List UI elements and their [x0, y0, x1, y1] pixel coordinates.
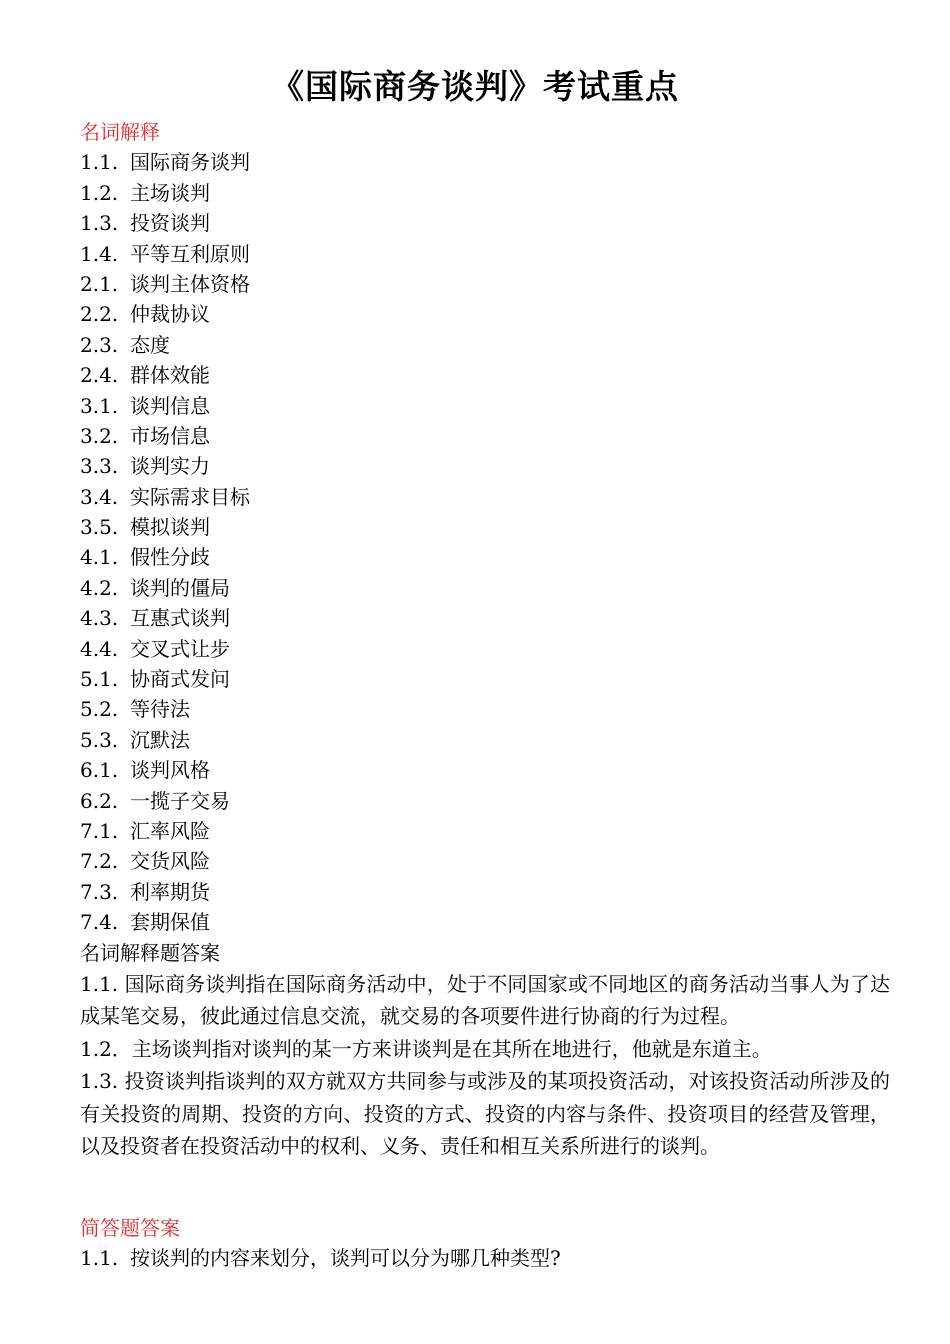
term-item-text: 态度: [130, 332, 170, 357]
term-item-number: 2.2.: [80, 302, 119, 327]
term-item: [80, 391, 890, 421]
term-item: [80, 299, 890, 329]
term-item-text: 投资谈判: [130, 211, 210, 236]
term-item-number: 2.4.: [80, 363, 119, 388]
term-item: [80, 877, 890, 907]
term-item-number: 5.2.: [80, 697, 119, 722]
short-answer-item-number: 1.1.: [80, 1246, 119, 1271]
term-item-number: 4.4.: [80, 636, 119, 661]
term-item-number: 1.1.: [80, 150, 119, 175]
term-item-text: 谈判风格: [130, 758, 210, 783]
term-item: [80, 147, 890, 177]
term-item-number: 1.2.: [80, 180, 119, 205]
short-answer-list: [80, 1243, 890, 1273]
section-heading-terms: 名词解释: [80, 120, 160, 144]
term-item: [80, 634, 890, 664]
term-item-number: 7.4.: [80, 910, 119, 935]
term-item-text: 沉默法: [130, 727, 190, 752]
term-item-text: 模拟谈判: [130, 515, 210, 540]
term-item-text: 群体效能: [130, 363, 210, 388]
term-item-number: 7.2.: [80, 849, 119, 874]
term-item: [80, 482, 890, 512]
term-item-text: 国际商务谈判: [130, 150, 250, 175]
term-item-number: 6.1.: [80, 758, 119, 783]
term-item-text: 谈判主体资格: [130, 271, 250, 296]
term-item: [80, 269, 890, 299]
term-item-text: 谈判的僵局: [130, 575, 230, 600]
term-item: [80, 907, 890, 937]
term-item: [80, 512, 890, 542]
term-item: [80, 178, 890, 208]
term-item-text: 利率期货: [130, 879, 210, 904]
term-item-number: 3.2.: [80, 423, 119, 448]
term-item: [80, 603, 890, 633]
spacer: [80, 1163, 890, 1213]
term-item: [80, 451, 890, 481]
short-answer-item-text: 按谈判的内容来划分，谈判可以分为哪几种类型?: [130, 1246, 561, 1271]
term-item: [80, 239, 890, 269]
term-item-number: 5.1.: [80, 667, 119, 692]
term-item-text: 交叉式让步: [130, 636, 230, 661]
term-item-number: 7.1.: [80, 818, 119, 843]
term-item-text: 假性分歧: [130, 545, 210, 570]
term-item-text: 平等互利原则: [130, 241, 250, 266]
term-item-text: 主场谈判: [130, 180, 210, 205]
answers-list: [80, 968, 890, 1163]
term-item: [80, 816, 890, 846]
terms-list: [80, 147, 890, 937]
term-item-text: 交货风险: [130, 849, 210, 874]
term-item-number: 1.3.: [80, 211, 119, 236]
term-item-text: 一揽子交易: [130, 788, 230, 813]
term-item: [80, 421, 890, 451]
term-item-number: 4.1.: [80, 545, 119, 570]
term-item-text: 协商式发问: [130, 667, 230, 692]
term-item: [80, 725, 890, 755]
term-item: [80, 846, 890, 876]
term-item-number: 3.5.: [80, 515, 119, 540]
term-item: [80, 208, 890, 238]
term-item-number: 2.3.: [80, 332, 119, 357]
term-item: [80, 330, 890, 360]
term-item-text: 谈判信息: [130, 393, 210, 418]
section-heading-answers: 名词解释题答案: [80, 940, 220, 965]
term-item-text: 等待法: [130, 697, 190, 722]
term-item-number: 3.1.: [80, 393, 119, 418]
term-item: [80, 360, 890, 390]
term-item: [80, 573, 890, 603]
term-item-number: 3.4.: [80, 484, 119, 509]
answer-paragraph: 1.2．主场谈判指对谈判的某一方来讲谈判是在其所在地进行，他就是东道主。: [80, 1036, 772, 1061]
term-item: [80, 542, 890, 572]
term-item-number: 3.3.: [80, 454, 119, 479]
term-item-number: 5.3.: [80, 727, 119, 752]
term-item-text: 套期保值: [130, 910, 210, 935]
document-title: 《国际商务谈判》考试重点: [271, 67, 679, 106]
section-heading-short-answers: 简答题答案: [80, 1215, 180, 1240]
term-item-text: 市场信息: [130, 423, 210, 448]
term-item: [80, 755, 890, 785]
term-item-number: 4.3.: [80, 606, 119, 631]
term-item-text: 谈判实力: [130, 454, 210, 479]
term-item: [80, 694, 890, 724]
term-item-text: 汇率风险: [130, 818, 210, 843]
term-item: [80, 786, 890, 816]
term-item-text: 实际需求目标: [130, 484, 250, 509]
document-body: [80, 117, 890, 1274]
answer-paragraph: 1.3. 投资谈判指谈判的双方就双方共同参与或涉及的某项投资活动，对该投资活动所涉及的有关投资的周期、投资的方向、投资的方式、投资的内容与条件、投资项目的经营及管理，以及投资者在投资活动中的权利、义务、责任和相互关系所进行的谈判。: [80, 1069, 890, 1159]
term-item-number: 2.1.: [80, 271, 119, 296]
term-item: [80, 664, 890, 694]
term-item-text: 仲裁协议: [130, 302, 210, 327]
term-item-number: 1.4.: [80, 241, 119, 266]
term-item-number: 4.2.: [80, 575, 119, 600]
short-answer-item: [80, 1243, 890, 1273]
term-item-number: 7.3.: [80, 879, 119, 904]
term-item-text: 互惠式谈判: [130, 606, 230, 631]
answer-paragraph: 1.1. 国际商务谈判指在国际商务活动中，处于不同国家或不同地区的商务活动当事人为了达成某笔交易，彼此通过信息交流，就交易的各项要件进行协商的行为过程。: [80, 971, 890, 1029]
term-item-number: 6.2.: [80, 788, 119, 813]
